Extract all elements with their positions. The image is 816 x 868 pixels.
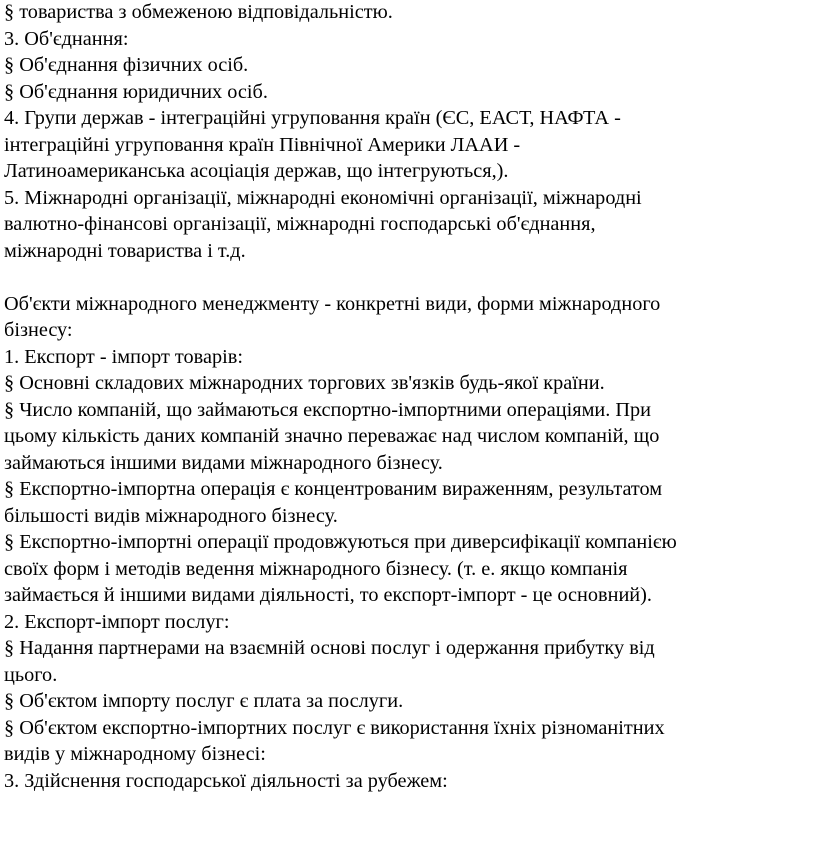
text-line: цьому кількість даних компаній значно переважає над числом компаній, що <box>4 425 660 447</box>
text-line: бізнесу: <box>4 319 73 341</box>
text-line: § Експортно-імпортні операції продовжуються при диверсифікації компанією <box>4 531 677 553</box>
text-line: 5. Міжнародні організації, міжнародні економічні організації, міжнародні <box>4 186 642 209</box>
text-line: § Об'єктом експортно-імпортних послуг є використання їхніх різноманітних <box>4 716 665 739</box>
text-line: § Експортно-імпортна операція є концентрованим вираженням, результатом <box>4 478 663 500</box>
text-line: § Основні складових міжнародних торгових зв'язків будь-якої країни. <box>4 372 605 394</box>
document-body <box>4 0 816 794</box>
text-line: своїх форм і методів ведення міжнародного бізнесу. (т. е. якщо компанія <box>4 557 628 580</box>
text-line: видів у міжнародному бізнесі: <box>4 743 266 765</box>
text-line: Латиноамериканська асоціація держав, що інтегруються,). <box>4 160 509 182</box>
text-line: 4. Групи держав - інтеграційні угруповання країн (ЄС, ЕАСТ, НАФТА - <box>4 107 621 129</box>
text-line: цього. <box>4 663 58 686</box>
text-line: § товариства з обмеженою відповідальністю. <box>4 1 393 23</box>
text-line: § Об'єктом імпорту послуг є плата за послуги. <box>4 690 404 712</box>
text-line: § Об'єднання фізичних осіб. <box>4 54 249 76</box>
text-line: § Надання партнерами на взаємній основі послуг і одержання прибутку від <box>4 637 655 659</box>
text-line: § Об'єднання юридичних осіб. <box>4 80 268 103</box>
text-line: займається й іншими видами діяльності, то експорт-імпорт - це основний). <box>4 584 652 606</box>
text-line: валютно-фінансові організації, міжнародні господарські об'єднання, <box>4 213 596 235</box>
text-line: займаються іншими видами міжнародного бізнесу. <box>4 451 443 474</box>
text-line: Об'єкти міжнародного менеджменту - конкретні види, форми міжнародного <box>4 292 661 315</box>
text-line: 3. Об'єднання: <box>4 27 129 50</box>
text-line: § Число компаній, що займаються експортно-імпортними операціями. При <box>4 398 652 421</box>
blank-line <box>4 264 816 291</box>
text-line: 3. Здійснення господарської діяльності за рубежем: <box>4 769 448 792</box>
text-line: 2. Експорт-імпорт послуг: <box>4 610 230 633</box>
text-line: інтеграційні угруповання країн Північної Америки ЛААИ - <box>4 133 521 156</box>
text-line: більшості видів міжнародного бізнесу. <box>4 504 338 527</box>
text-line: міжнародні товариства і т.д. <box>4 239 246 262</box>
text-line: 1. Експорт - імпорт товарів: <box>4 345 243 368</box>
